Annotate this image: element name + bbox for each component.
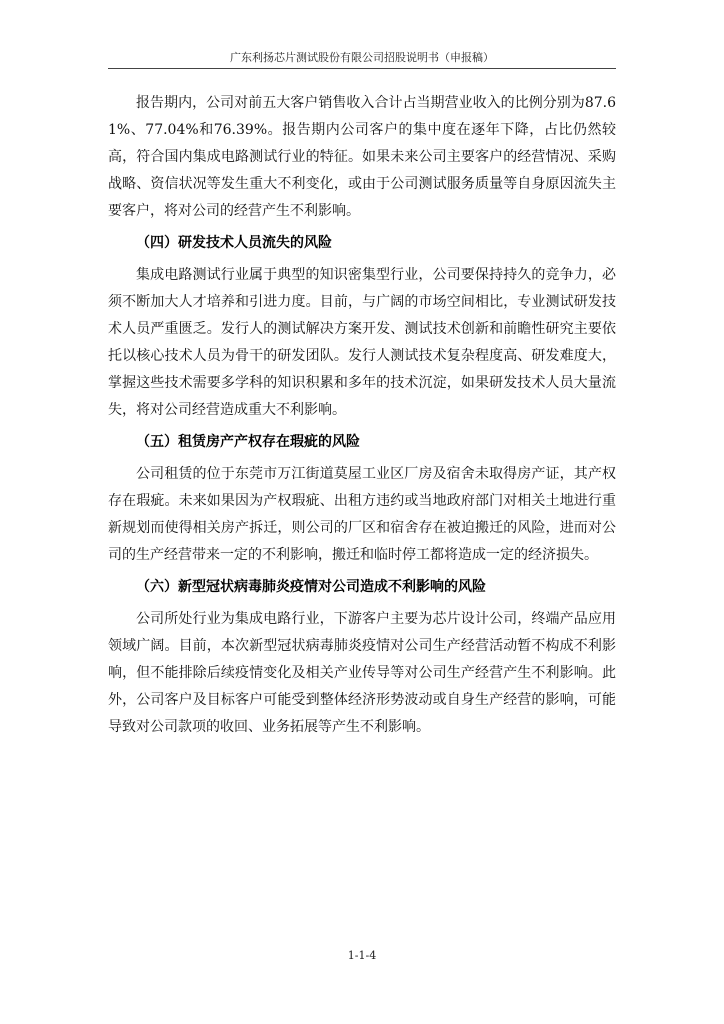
- paragraph-rd-staff-loss: 集成电路测试行业属于典型的知识密集型行业，公司要保持持久的竞争力，必须不断加大人才培养和引进力度。目前，与广阔的市场空间相比，专业测试研发技术人员严重匮乏。发行人的测试解决方案开发、测试技术创新和前瞻性研究主要依托以核心技术人员为骨干的研发团队。发行人测试技术复杂程度高、研发难度大，掌握这些技术需要多学科的知识积累和多年的技术沉淀，如果研发技术人员大量流失，将对公司经营造成重大不利影响。: [108, 267, 616, 418]
- page-number: 1-1-4: [347, 949, 377, 962]
- paragraph-leased-property: 公司租赁的位于东莞市万江街道莫屋工业区厂房及宿舍未取得房产证，其产权存在瑕疵。未来如果因为产权瑕疵、出租方违约或当地政府部门对相关土地进行重新规划而使得相关房产拆迁，则公司的厂区和宿舍存在被迫搬迁的风险，进而对公司的生产经营带来一定的不利影响，搬迁和临时停工都将造成一定的经济损失。: [108, 466, 616, 563]
- paragraph-customer-concentration: 报告期内，公司对前五大客户销售收入合计占当期营业收入的比例分别为87.61%、77.04%和76.39%。报告期内公司客户的集中度在逐年下降，占比仍然较高，符合国内集成电路测试行业的特征。如果未来公司主要客户的经营情况、采购战略、资信状况等发生重大不利变化，或由于公司测试服务质量等自身原因流失主要客户，将对公司的经营产生不利影响。: [108, 95, 616, 219]
- section-heading-rd-staff-loss: （四）研发技术人员流失的风险: [136, 235, 332, 251]
- section-heading-leased-property: （五）租赁房产产权存在瑕疵的风险: [136, 434, 360, 450]
- paragraph-covid-impact: 公司所处行业为集成电路行业，下游客户主要为芯片设计公司，终端产品应用领域广阔。目前，本次新型冠状病毒肺炎疫情对公司生产经营活动暂不构成不利影响，但不能排除后续疫情变化及相关产业传导等对公司生产经营产生不利影响。此外，公司客户及目标客户可能受到整体经济形势波动或自身生产经营的影响，可能导致对公司款项的收回、业务拓展等产生不利影响。: [108, 611, 616, 735]
- section-heading-covid-impact: （六）新型冠状病毒肺炎疫情对公司造成不利影响的风险: [136, 579, 486, 595]
- page-header: 广东利扬芯片测试股份有限公司招股说明书（申报稿）: [108, 51, 616, 69]
- page-content: [108, 90, 616, 741]
